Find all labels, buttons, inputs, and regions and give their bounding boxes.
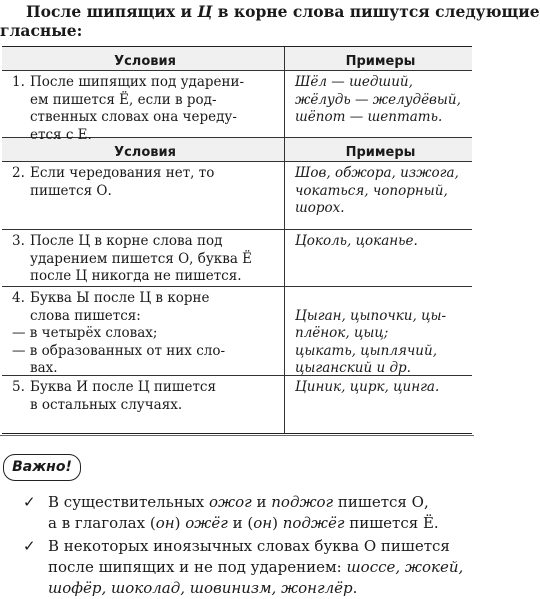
header-examples: Примеры (345, 54, 416, 69)
examples-cell: Цоколь, цоканье. (295, 233, 418, 249)
title-line-2: гласные: (0, 21, 83, 40)
rules-table (2, 46, 472, 434)
note-item: ✓ В некоторых иноязычных словах буква О пишется после шипящих и не под ударением: шоссе, жокей, шофёр, шоколад, шовинизм, жонглёр. (23, 537, 464, 597)
table-row (2, 162, 472, 230)
examples-cell: Шёл — шедший, жёлудь — желудёвый, шёпот — шептать. (295, 74, 461, 125)
condition-cell: 1. После шипящих под ударени- ем пишется Ё, если в род- ственных словах она череду- ется с Е. (2, 71, 285, 137)
title-line-1: После шипящих и Ц в корне слова пишутся следующие (26, 2, 540, 21)
note-item: ✓ В существительных ожог и поджог пишется О, а в глаголах (он) ожёг и (он) поджёг пишется Ё. (23, 493, 439, 532)
condition-cell: 4. Буква Ы после Ц в корне слова пишется: — в четырёх словах; — в образованных от них сло- вах. (2, 287, 285, 375)
checkmark-icon: ✓ (23, 537, 36, 555)
table-row (2, 287, 472, 376)
section-divider (0, 435, 474, 436)
important-badge: Важно! (3, 454, 81, 481)
header-conditions: Условия (2, 138, 285, 161)
checkmark-icon: ✓ (23, 493, 36, 511)
condition-cell: 2. Если чередования нет, то пишется О. (2, 162, 285, 229)
examples-cell: Цыган, цыпочки, цы- плёнок, цыц; цыкать, цыплячий, цыганский и др. (295, 307, 447, 376)
condition-cell: 3. После Ц в корне слова под ударением пишется О, буква Ё после Ц никогда не пишется. (2, 230, 285, 286)
condition-cell: 5. Буква И после Ц пишется в остальных случаях. (2, 376, 285, 433)
title-letter-ts: Ц (197, 2, 213, 21)
page-title (0, 2, 540, 40)
header-conditions: Условия (2, 47, 285, 70)
examples-cell: Циник, цирк, цинга. (295, 379, 440, 395)
examples-cell: Шов, обжора, изжога, чокаться, чопорный, шорох. (295, 165, 459, 216)
table-row (2, 230, 472, 287)
table-row (2, 376, 472, 433)
header-examples: Примеры (345, 145, 416, 160)
table-header-repeat (2, 138, 472, 162)
table-row (2, 71, 472, 143)
table-header (2, 47, 472, 71)
